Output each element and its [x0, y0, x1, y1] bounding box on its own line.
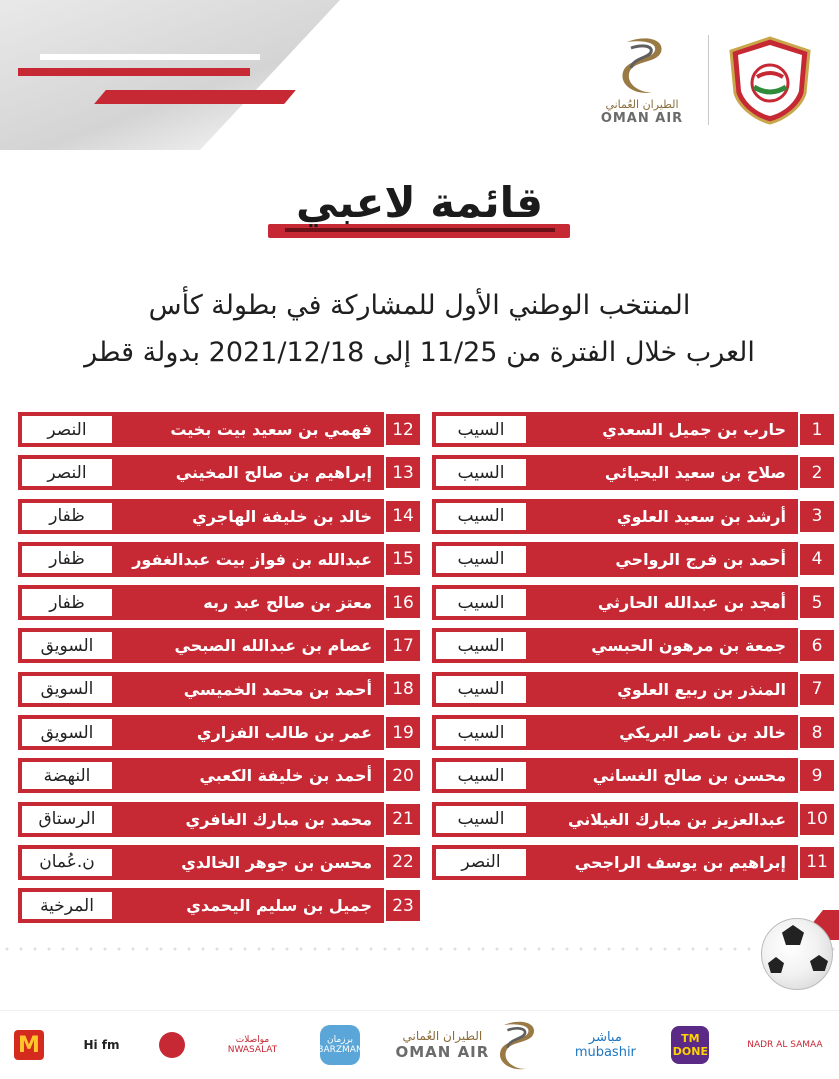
sponsors-bar — [0, 1010, 839, 1079]
player-name: أرشد بن سعيد العلوي — [530, 499, 798, 534]
player-club: ظفار — [22, 589, 112, 616]
player-name: جميل بن سليم اليحمدي — [116, 888, 384, 923]
club-box — [432, 845, 530, 880]
hifm-logo: Hi fm — [83, 1038, 120, 1052]
player-club: السيب — [436, 762, 526, 789]
player-club: النصر — [22, 416, 112, 443]
club-box — [432, 802, 530, 837]
player-row — [18, 715, 422, 750]
title-underline-shadow — [285, 228, 555, 232]
mubashir-arabic: مباشر — [588, 1030, 622, 1045]
barzman-arabic: برزمان — [327, 1035, 353, 1045]
player-row — [432, 845, 836, 880]
player-name: أحمد بن محمد الخميسي — [116, 672, 384, 707]
player-number: 4 — [798, 542, 836, 577]
player-club: السويق — [22, 632, 112, 659]
player-club: السيب — [436, 503, 526, 530]
players-column-right — [432, 412, 836, 888]
player-row — [432, 672, 836, 707]
player-club: السيب — [436, 719, 526, 746]
player-row — [18, 542, 422, 577]
player-number: 7 — [798, 672, 836, 707]
player-club: ظفار — [22, 546, 112, 573]
player-number: 10 — [798, 802, 836, 837]
top-logos — [592, 34, 815, 126]
player-row — [432, 628, 836, 663]
club-box — [18, 499, 116, 534]
player-number: 1 — [798, 412, 836, 447]
mubashir-english: mubashir — [574, 1045, 636, 1060]
club-box — [18, 802, 116, 837]
player-club: السويق — [22, 676, 112, 703]
subtitle-line-2: العرب خلال الفترة من 11/25 إلى 2021/12/18 بدولة قطر — [84, 337, 755, 368]
club-box — [432, 672, 530, 707]
player-club: النصر — [436, 849, 526, 876]
club-box — [432, 585, 530, 620]
nadr-al-samaa-logo: NADR AL SAMAA — [747, 1040, 823, 1050]
player-row — [432, 499, 836, 534]
club-box — [18, 585, 116, 620]
player-club: السيب — [436, 416, 526, 443]
player-name: إبراهيم بن صالح المخيني — [116, 455, 384, 490]
football-icon — [761, 918, 833, 990]
player-name: عبدالله بن فواز بيت عبدالغفور — [116, 542, 384, 577]
player-number: 11 — [798, 845, 836, 880]
player-row — [432, 585, 836, 620]
nwasalat-arabic: مواصلات — [235, 1035, 270, 1045]
club-box — [18, 455, 116, 490]
tmdone-bottom: DONE — [672, 1045, 708, 1058]
player-row — [432, 412, 836, 447]
player-number: 16 — [384, 585, 422, 620]
player-club: السويق — [22, 719, 112, 746]
player-row — [18, 412, 422, 447]
oman-air-sponsor-emblem-icon — [495, 1018, 539, 1072]
player-number: 14 — [384, 499, 422, 534]
player-name: عمر بن طالب الفزاري — [116, 715, 384, 750]
nwasalat-english: NWASALAT — [227, 1045, 278, 1055]
header-white-stripe — [40, 54, 260, 60]
player-name: خالد بن ناصر البريكي — [530, 715, 798, 750]
player-row — [18, 499, 422, 534]
mubashir-logo — [575, 1030, 636, 1060]
club-box — [18, 845, 116, 880]
player-club: ظفار — [22, 503, 112, 530]
oman-air-sponsor-arabic: الطيران العُماني — [402, 1029, 483, 1043]
club-box — [18, 672, 116, 707]
player-row — [432, 542, 836, 577]
player-row — [18, 888, 422, 923]
club-box — [18, 412, 116, 447]
player-number: 18 — [384, 672, 422, 707]
club-box — [18, 715, 116, 750]
logo-divider — [708, 35, 709, 125]
oman-air-logo — [592, 34, 692, 126]
player-number: 9 — [798, 758, 836, 793]
club-box — [18, 888, 116, 923]
tmdone-logo — [671, 1026, 709, 1064]
club-box — [432, 455, 530, 490]
player-number: 15 — [384, 542, 422, 577]
oman-air-english-text: OMAN AIR — [600, 111, 684, 126]
player-number: 6 — [798, 628, 836, 663]
club-box — [18, 628, 116, 663]
oman-air-arabic-text: الطيران العُماني — [605, 98, 679, 111]
player-club: السيب — [436, 632, 526, 659]
title-container — [0, 178, 839, 227]
barzman-english: BARZMAN — [317, 1045, 363, 1055]
player-row — [432, 802, 836, 837]
club-box — [432, 542, 530, 577]
player-name: محمد بن مبارك الغافري — [116, 802, 384, 837]
player-club: الرستاق — [22, 806, 112, 833]
player-name: معتز بن صالح عبد ربه — [116, 585, 384, 620]
player-club: السيب — [436, 806, 526, 833]
player-name: عبدالعزيز بن مبارك الغيلاني — [530, 802, 798, 837]
players-column-left — [18, 412, 422, 932]
page-title: قائمة لاعبي — [296, 178, 543, 227]
player-club: النهضة — [22, 762, 112, 789]
player-name: أحمد بن فرج الرواحي — [530, 542, 798, 577]
oman-air-emblem-icon — [617, 34, 667, 96]
player-name: المنذر بن ربيع العلوي — [530, 672, 798, 707]
oman-air-sponsor-english: OMAN AIR — [395, 1043, 490, 1061]
player-name: أمجد بن عبدالله الحارثي — [530, 585, 798, 620]
player-row — [432, 758, 836, 793]
player-row — [18, 585, 422, 620]
oman-air-sponsor-logo — [396, 1018, 540, 1072]
club-box — [432, 499, 530, 534]
mcdonalds-logo: M — [14, 1030, 44, 1060]
player-number: 8 — [798, 715, 836, 750]
player-number: 5 — [798, 585, 836, 620]
circle-sponsor-logo — [159, 1032, 185, 1058]
player-number: 21 — [384, 802, 422, 837]
player-number: 3 — [798, 499, 836, 534]
tmdone-top: TM — [681, 1032, 700, 1045]
player-number: 23 — [384, 888, 422, 923]
player-club: النصر — [22, 459, 112, 486]
player-row — [18, 758, 422, 793]
barzman-logo — [317, 1025, 363, 1065]
player-number: 2 — [798, 455, 836, 490]
player-number: 20 — [384, 758, 422, 793]
player-row — [432, 715, 836, 750]
club-box — [18, 758, 116, 793]
subtitle-line-1: المنتخب الوطني الأول للمشاركة في بطولة كأس — [148, 290, 691, 321]
club-box — [18, 542, 116, 577]
ofa-crest-icon — [725, 35, 815, 125]
player-club: السيب — [436, 589, 526, 616]
player-row — [18, 672, 422, 707]
player-number: 13 — [384, 455, 422, 490]
player-number: 19 — [384, 715, 422, 750]
player-club: المرخية — [22, 892, 112, 919]
player-club: السيب — [436, 676, 526, 703]
header-red-stripe-diagonal — [94, 90, 296, 104]
player-name: محسن بن صالح الغساني — [530, 758, 798, 793]
player-name: محسن بن جوهر الخالدي — [116, 845, 384, 880]
player-name: حارب بن جميل السعدي — [530, 412, 798, 447]
player-name: جمعة بن مرهون الحبسي — [530, 628, 798, 663]
player-name: صلاح بن سعيد اليحيائي — [530, 455, 798, 490]
nwasalat-logo — [221, 1035, 285, 1055]
player-name: أحمد بن خليفة الكعبي — [116, 758, 384, 793]
player-number: 22 — [384, 845, 422, 880]
player-row — [18, 628, 422, 663]
dotted-divider — [0, 944, 839, 954]
club-box — [432, 715, 530, 750]
club-box — [432, 758, 530, 793]
player-number: 12 — [384, 412, 422, 447]
player-row — [18, 802, 422, 837]
player-row — [18, 455, 422, 490]
player-name: عصام بن عبدالله الصبحي — [116, 628, 384, 663]
player-row — [18, 845, 422, 880]
player-name: فهمي بن سعيد بيت بخيت — [116, 412, 384, 447]
club-box — [432, 628, 530, 663]
club-box — [432, 412, 530, 447]
player-club: السيب — [436, 546, 526, 573]
player-name: خالد بن خليفة الهاجري — [116, 499, 384, 534]
player-row — [432, 455, 836, 490]
player-club: السيب — [436, 459, 526, 486]
player-name: إبراهيم بن يوسف الراجحي — [530, 845, 798, 880]
player-club: ن.عُمان — [22, 849, 112, 876]
header-red-stripe — [18, 68, 250, 76]
player-number: 17 — [384, 628, 422, 663]
